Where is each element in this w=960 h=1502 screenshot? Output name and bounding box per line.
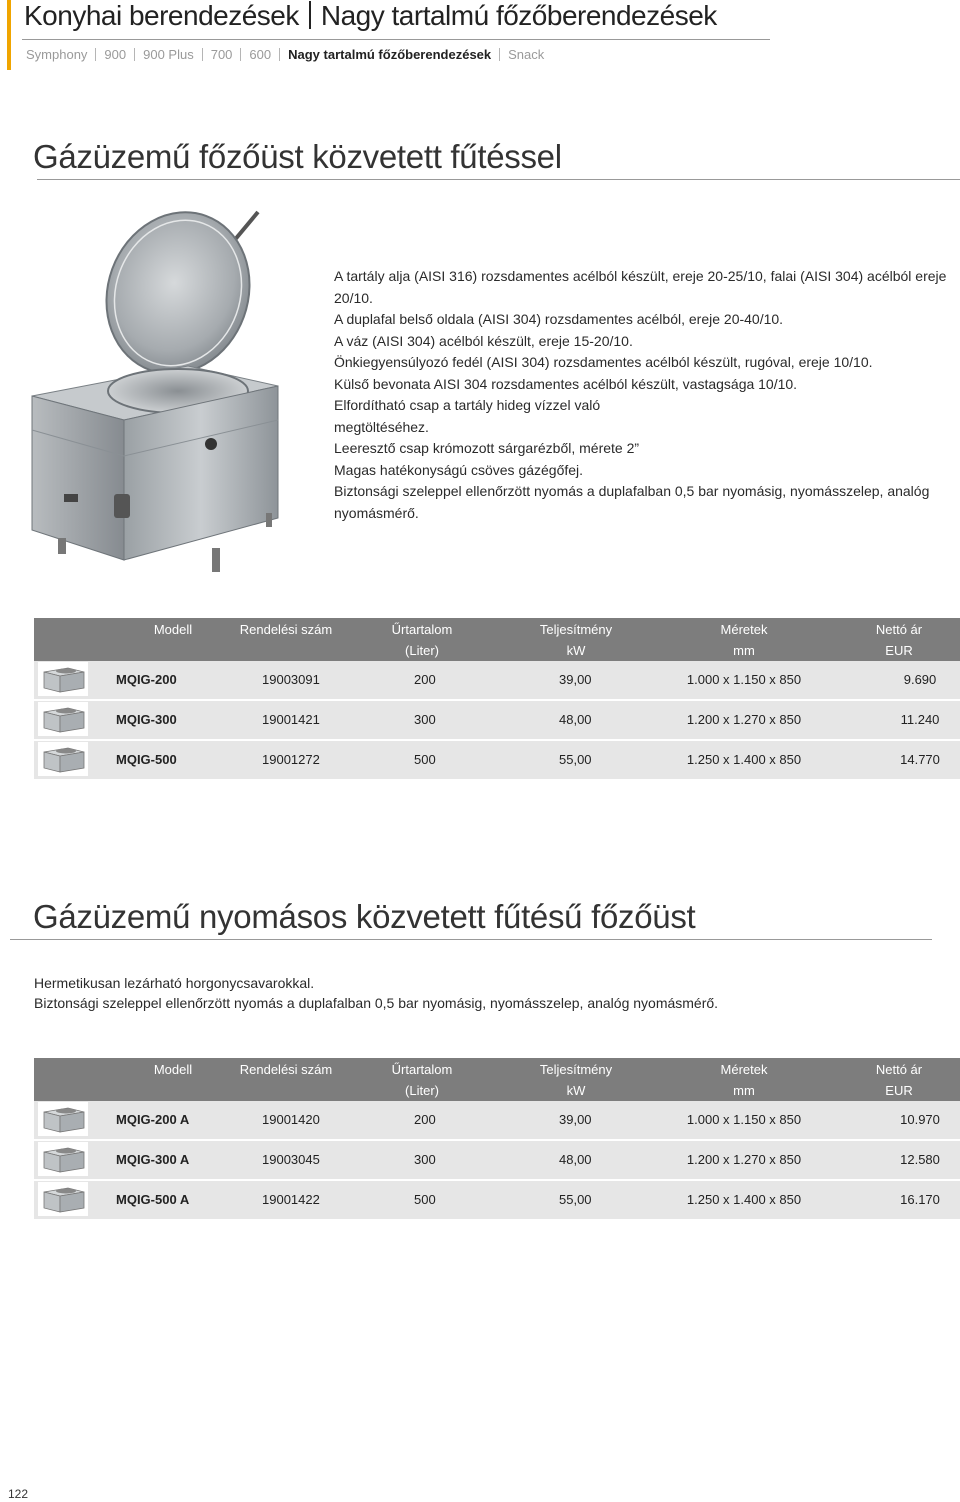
nav-divider (202, 48, 203, 61)
column-header: Méretek (720, 1062, 768, 1077)
price-table-2 (34, 1058, 960, 1221)
column-header: mm (733, 1083, 755, 1098)
nav-item[interactable]: 900 Plus (143, 47, 194, 62)
capacity-cell: 500 (414, 1192, 436, 1207)
column-header: EUR (885, 643, 913, 658)
section2-description (34, 973, 718, 1013)
kettle-product-image (28, 208, 290, 586)
category-nav (26, 47, 544, 62)
header-title-subcategory: Nagy tartalmú főzőberendezések (320, 0, 717, 31)
nav-item[interactable]: Nagy tartalmú főzőberendezések (288, 47, 492, 62)
column-header: (Liter) (405, 1083, 439, 1098)
order-number-cell: 19001420 (262, 1112, 320, 1127)
section2-title: Gázüzemű nyomásos közvetett fűtésű főzőüst (33, 898, 696, 935)
model-cell: MQIG-200 A (116, 1112, 190, 1127)
nav-item[interactable]: 700 (210, 47, 233, 62)
capacity-cell: 300 (414, 712, 436, 727)
order-number-cell: 19001421 (262, 712, 320, 727)
order-number-cell: 19003091 (262, 672, 320, 687)
model-cell: MQIG-300 (116, 712, 177, 727)
column-header: Rendelési szám (239, 1062, 333, 1077)
column-header: Rendelési szám (239, 622, 333, 637)
product-thumbnail-icon (38, 1142, 88, 1176)
column-header: Teljesítmény (539, 622, 613, 637)
column-header: EUR (885, 1083, 913, 1098)
column-header: kW (566, 1083, 586, 1098)
capacity-cell: 200 (414, 1112, 436, 1127)
table-row (34, 701, 960, 741)
table-row (34, 1181, 960, 1221)
table-row (34, 1141, 960, 1181)
dimensions-cell: 1.200 x 1.270 x 850 (686, 1152, 802, 1167)
features-list (334, 266, 954, 524)
capacity-cell: 500 (414, 752, 436, 767)
feature-line: Külső bevonata AISI 304 rozsdamentes acélból készült, vastagsága 10/10. (334, 375, 798, 392)
product-thumbnail-icon (38, 702, 88, 736)
section2-text-line: Biztonsági szeleppel ellenőrzött nyomás a duplafalban 0,5 bar nyomásig, nyomásszelep, analóg nyomásmérő. (34, 995, 719, 1011)
column-header: Modell (153, 622, 193, 637)
section1-title: Gázüzemű főzőüst közvetett fűtéssel (33, 138, 562, 175)
section2-rule (10, 939, 932, 940)
power-cell: 39,00 (559, 672, 592, 687)
product-thumbnail-icon (38, 662, 88, 696)
header-title-category: Konyhai berendezések (24, 0, 299, 31)
feature-line: Leeresztő csap krómozott sárgarézből, mérete 2” (334, 440, 640, 456)
header-title-separator (309, 1, 311, 29)
feature-line: A tartály alja (AISI 316) rozsdamentes acélból készült, ereje 20-25/10, falai (AISI 304) acélból ereje 20/10. (334, 268, 947, 306)
capacity-cell: 300 (414, 1152, 436, 1167)
product-thumbnail-icon (38, 1102, 88, 1136)
power-cell: 55,00 (559, 752, 592, 767)
feature-line: A váz (AISI 304) acélból készült, ereje 15-20/10. (334, 332, 633, 349)
header-rule (22, 39, 770, 40)
price-cell: 14.770 (900, 752, 940, 767)
dimensions-cell: 1.000 x 1.150 x 850 (686, 1112, 802, 1127)
nav-divider (499, 48, 500, 61)
column-header: mm (733, 643, 755, 658)
column-header: Nettó ár (875, 1062, 923, 1077)
power-cell: 48,00 (559, 712, 592, 727)
column-header: (Liter) (405, 643, 439, 658)
section1-rule (37, 179, 960, 180)
price-cell: 11.240 (900, 712, 940, 727)
column-header: Modell (153, 1062, 193, 1077)
feature-line: Biztonsági szeleppel ellenőrzött nyomás a duplafalban 0,5 bar nyomásig, nyomásszelep, analóg nyomásmérő. (334, 483, 930, 521)
header-accent-bar (7, 0, 11, 70)
column-header: Űrtartalom (391, 1062, 453, 1077)
dimensions-cell: 1.200 x 1.270 x 850 (686, 712, 802, 727)
price-cell: 16.170 (900, 1192, 940, 1207)
table-header (34, 618, 960, 661)
capacity-cell: 200 (414, 672, 436, 687)
product-thumbnail-icon (38, 742, 88, 776)
model-cell: MQIG-500 A (116, 1192, 190, 1207)
column-header: Méretek (720, 622, 768, 637)
header-title (24, 0, 717, 32)
nav-divider (95, 48, 96, 61)
nav-divider (134, 48, 135, 61)
nav-item[interactable]: 600 (249, 47, 272, 62)
feature-line: Önkiegyensúlyozó fedél (AISI 304) rozsdamentes acélból készült, rugóval, ereje 10/10. (334, 354, 873, 370)
nav-item[interactable]: Symphony (26, 47, 88, 62)
table-row (34, 741, 960, 781)
feature-line: megtöltéséhez. (334, 418, 429, 435)
table-row (34, 661, 960, 701)
dimensions-cell: 1.000 x 1.150 x 850 (686, 672, 802, 687)
model-cell: MQIG-200 (116, 672, 177, 687)
table-row (34, 1101, 960, 1141)
column-header: Nettó ár (875, 622, 923, 637)
price-cell: 12.580 (900, 1152, 940, 1167)
column-header: Űrtartalom (391, 622, 453, 637)
power-cell: 48,00 (559, 1152, 592, 1167)
table-header (34, 1058, 960, 1101)
page-number: 122 (8, 1487, 29, 1501)
dimensions-cell: 1.250 x 1.400 x 850 (686, 752, 802, 767)
order-number-cell: 19003045 (262, 1152, 320, 1167)
order-number-cell: 19001422 (262, 1192, 320, 1207)
nav-item[interactable]: 900 (104, 47, 127, 62)
column-header: Teljesítmény (539, 1062, 613, 1077)
feature-line: Elfordítható csap a tartály hideg vízzel való (334, 397, 601, 413)
feature-line: Magas hatékonyságú csöves gázégőfej. (334, 461, 584, 478)
power-cell: 55,00 (559, 1192, 592, 1207)
section2-text-line: Hermetikusan lezárható horgonycsavarokkal. (34, 975, 315, 991)
price-cell: 10.970 (900, 1112, 940, 1127)
feature-line: A duplafal belső oldala (AISI 304) rozsdamentes acélból, ereje 20-40/10. (334, 311, 784, 327)
dimensions-cell: 1.250 x 1.400 x 850 (686, 1192, 802, 1207)
model-cell: MQIG-500 (116, 752, 177, 767)
nav-item[interactable]: Snack (508, 47, 545, 62)
nav-divider (240, 48, 241, 61)
order-number-cell: 19001272 (262, 752, 320, 767)
price-cell: 9.690 (903, 672, 937, 687)
power-cell: 39,00 (559, 1112, 592, 1127)
price-table-1 (34, 618, 960, 781)
model-cell: MQIG-300 A (116, 1152, 190, 1167)
column-header: kW (566, 643, 586, 658)
product-thumbnail-icon (38, 1182, 88, 1216)
nav-divider (279, 48, 280, 61)
